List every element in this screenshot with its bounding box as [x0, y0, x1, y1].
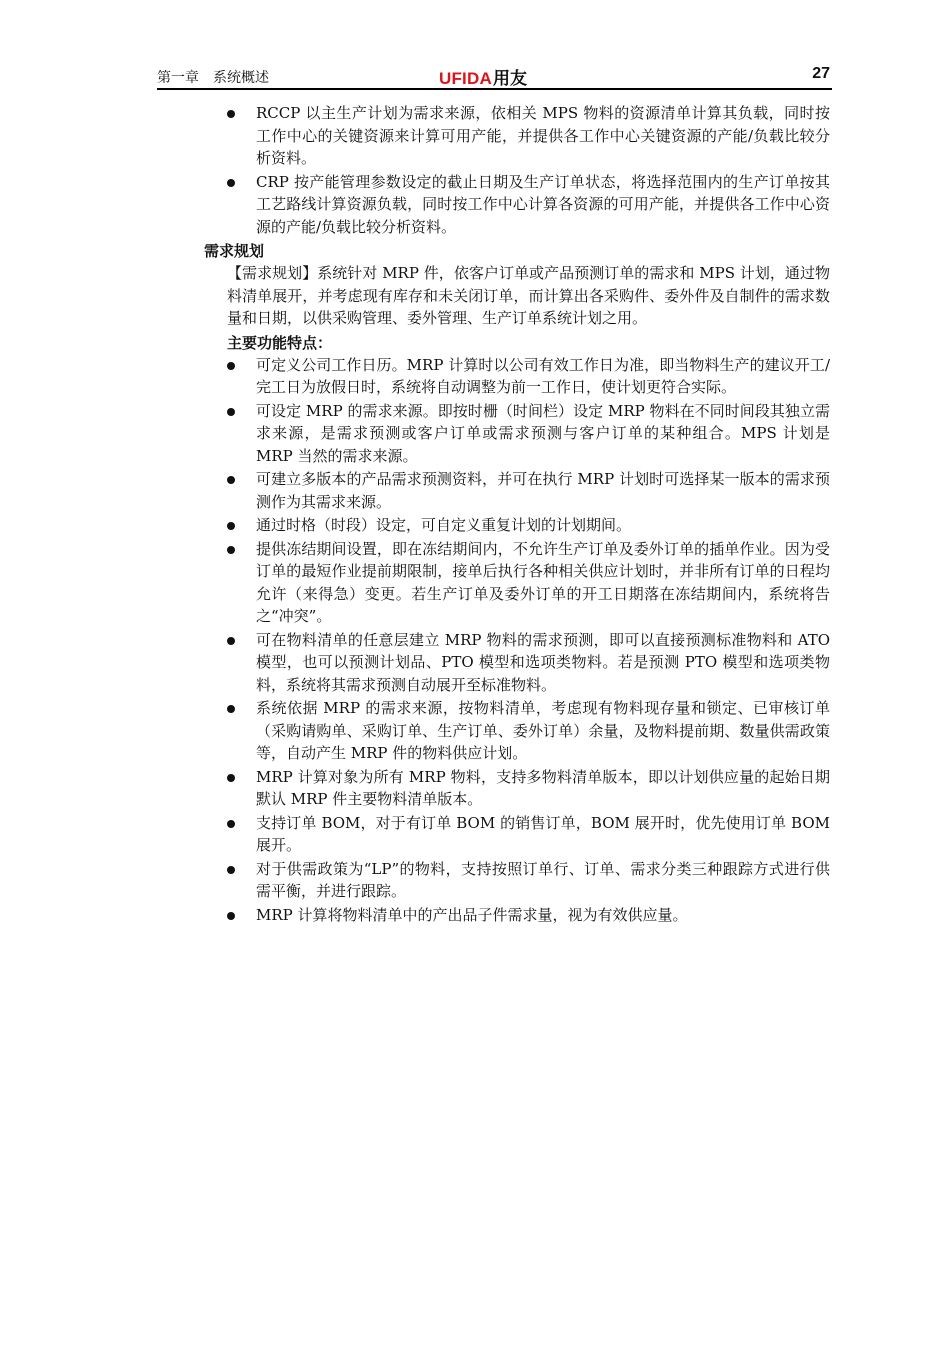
list-item [0, 697, 952, 765]
features-heading: 主要功能特点： [227, 333, 333, 352]
list-item [0, 629, 952, 697]
list-item [0, 766, 952, 811]
bullet-icon [227, 866, 235, 874]
list-item-text: MRP 计算将物料清单中的产出品子件需求量，视为有效供应量。 [256, 905, 688, 924]
list-item-text: MRP 计算对象为所有 MRP 物料，支持多物料清单版本，即以计划供应量的起始日期默认 MRP 件主要物料清单版本。 [256, 767, 830, 808]
bullet-icon [227, 408, 235, 416]
logo-brand-text: UFIDA [439, 69, 492, 88]
chapter-title: 第一章 系统概述 [157, 70, 269, 86]
list-item-text: 系统依据 MRP 的需求来源，按物料清单，考虑现有物料现存量和锁定、已审核订单（采购请购单、采购订单、生产订单、委外订单）余量，及物料提前期、数量供需政策等，自动产生 MRP 件的物料供应计划。 [256, 699, 830, 762]
page-number: 27 [812, 65, 830, 82]
list-item-text: 支持订单 BOM，对于有订单 BOM 的销售订单，BOM 展开时，优先使用订单 BOM 展开。 [256, 813, 830, 854]
logo-chinese-text: 用友 [492, 69, 527, 88]
bullet-icon [227, 522, 235, 530]
bullet-icon [227, 637, 235, 645]
section-paragraph: 【需求规划】系统针对 MRP 件，依客户订单或产品预测订单的需求和 MPS 计划，通过物料清单展开，并考虑现有库存和未关闭订单，而计算出各采购件、委外件及自制件的需求数量和日期，以供采购管理、委外管理、生产订单系统计划之用。 [227, 264, 830, 327]
list-item [0, 171, 952, 239]
list-item [0, 514, 952, 537]
list-item [0, 102, 952, 170]
list-item [0, 354, 952, 399]
list-item [0, 858, 952, 903]
list-item-text: 可建立多版本的产品需求预测资料，并可在执行 MRP 计划时可选择某一版本的需求预测作为其需求来源。 [256, 470, 830, 511]
list-item-text: 可设定 MRP 的需求来源。即按时栅（时间栏）设定 MRP 物料在不同时间段其独立需求来源，是需求预测或客户订单或需求预测与客户订单的某种组合。MPS 计划是 MRP 当然的需求来源。 [256, 401, 830, 465]
features-bullet-list [0, 354, 952, 927]
section-heading: 需求规划 [204, 242, 265, 260]
bullet-icon [227, 179, 235, 187]
list-item [0, 400, 952, 468]
ufida-logo [439, 64, 527, 89]
list-item [0, 538, 952, 628]
bullet-icon [227, 912, 235, 920]
bullet-icon [227, 476, 235, 484]
list-item-text: CRP 按产能管理参数设定的截止日期及生产订单状态，将选择范围内的生产订单按其工艺路线计算资源负载，同时按工作中心计算各资源的可用产能，并提供各工作中心资源的产能/负载比较分析资料。 [256, 172, 830, 236]
list-item [0, 468, 952, 513]
list-item-text: 对于供需政策为“LP”的物料，支持按照订单行、订单、需求分类三种跟踪方式进行供需平衡，并进行跟踪。 [256, 859, 830, 900]
list-item-text: 提供冻结期间设置，即在冻结期间内，不允许生产订单及委外订单的插单作业。因为受订单的最短作业提前期限制，接单后执行各种相关供应计划时，并非所有订单的日程均允许（来得急）变更。若生产订单及委外订单的开工日期落在冻结期间内，系统将告之“冲突”。 [256, 539, 830, 625]
list-item-text: 通过时格（时段）设定，可自定义重复计划的计划期间。 [256, 516, 632, 534]
bullet-icon [227, 362, 235, 370]
bullet-icon [227, 110, 235, 118]
bullet-icon [227, 774, 235, 782]
list-item [0, 812, 952, 857]
list-item-text: 可定义公司工作日历。MRP 计算时以公司有效工作日为准，即当物料生产的建议开工/完工日为放假日时，系统将自动调整为前一工作日，使计划更符合实际。 [256, 355, 830, 396]
bullet-icon [227, 546, 235, 554]
list-item-text: RCCP 以主生产计划为需求来源，依相关 MPS 物料的资源清单计算其负载，同时按工作中心的关键资源来计算可用产能，并提供各工作中心关键资源的产能/负载比较分析资料。 [256, 104, 830, 167]
list-item [0, 904, 952, 927]
page-header [157, 64, 832, 90]
page-content [0, 102, 952, 927]
bullet-icon [227, 820, 235, 828]
bullet-icon [227, 705, 235, 713]
list-item-text: 可在物料清单的任意层建立 MRP 物料的需求预测，即可以直接预测标准物料和 ATO 模型，也可以预测计划品、PTO 模型和选项类物料。若是预测 PTO 模型和选项类物料，系统将其需求预测自动展开至标准物料。 [256, 630, 830, 694]
intro-bullet-list [0, 102, 952, 238]
